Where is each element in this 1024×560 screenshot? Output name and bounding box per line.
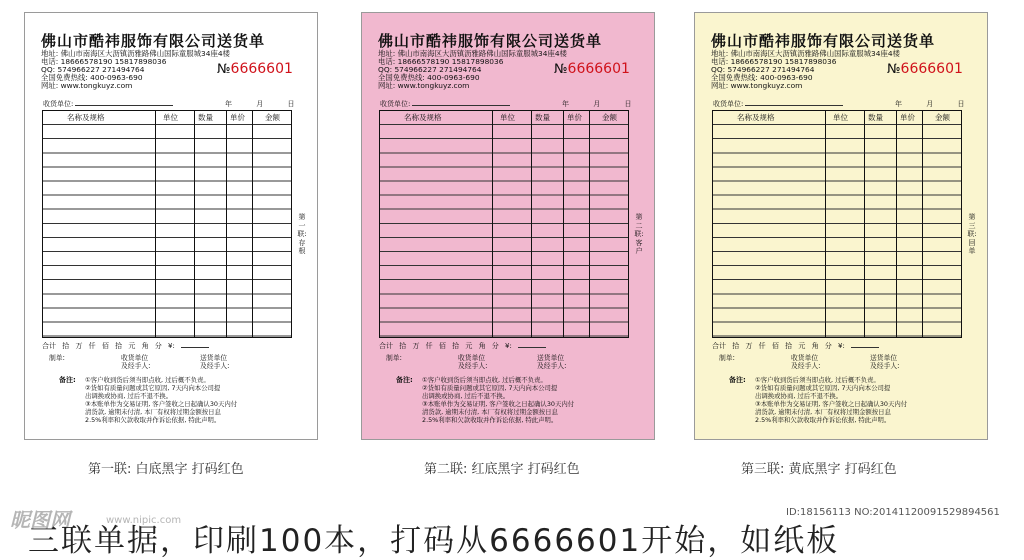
receiver-handler: 及经手人: <box>791 362 821 370</box>
remark-line: ②货如有质量问题或其它原因, 7天内向本公司提 <box>85 384 221 392</box>
remark-line: 2.5%利率和欠款收取并作诉讼依据, 特此声明。 <box>422 416 558 424</box>
remark-line: ③本账单作为交易证明, 客户签收之日起确认30天内付 <box>85 400 238 408</box>
remark-line: ①客户收到货后须当即点收, 过后概不负责。 <box>755 376 880 384</box>
table-header <box>43 111 291 125</box>
info-line: 全国免费热线: 400-0963-690 <box>378 72 480 82</box>
items-table <box>379 110 629 338</box>
company-title: 佛山市酷祎服饰有限公司送货单 <box>41 32 266 50</box>
remark-line: ①客户收到货后须当即点收, 过后概不负责。 <box>422 376 547 384</box>
number-symbol: № <box>554 62 568 77</box>
table-column-divider <box>864 111 865 337</box>
number-value: 6666601 <box>230 61 293 77</box>
remarks-label: 备注: <box>729 376 746 384</box>
remark-line: ②货如有质量问题或其它原因, 7天内向本公司提 <box>755 384 891 392</box>
remark-line: 清货款, 逾期未付清, 本厂有权将过期金额按日息 <box>85 408 221 416</box>
receiver-unit-label: 收货单位 <box>121 354 149 362</box>
receiver-field <box>380 99 510 109</box>
serial-number <box>217 61 293 77</box>
maker-label: 制单: <box>719 354 735 362</box>
bottom-caption: 三联单据，印刷100本，打码从6666601开始，如纸板 <box>28 523 840 559</box>
items-table <box>712 110 962 338</box>
info-line: 电话: 18666578190 15817898036 <box>711 56 837 66</box>
info-line: 地址: 佛山市南海区大沥镇沥雅路佛山国际童服城34座4楼 <box>711 49 900 58</box>
maker-label: 制单: <box>386 354 402 362</box>
totals-label: 合计 拾 万 仟 佰 拾 元 角 分 ¥: <box>379 342 512 350</box>
receiver-unit <box>791 354 820 370</box>
company-title: 佛山市酷祎服饰有限公司送货单 <box>378 32 603 50</box>
shipper-handler: 及经手人: <box>870 362 900 370</box>
receiver-handler: 及经手人: <box>458 362 488 370</box>
date-field: 年 月 日 <box>895 100 965 108</box>
totals-label: 合计 拾 万 仟 佰 拾 元 角 分 ¥: <box>712 342 845 350</box>
table-header-cell: 名称及规格 <box>404 113 442 122</box>
remark-line: 出调换或协商, 过后不退不换。 <box>755 392 843 400</box>
table-header-cell: 名称及规格 <box>737 113 775 122</box>
info-line: 电话: 18666578190 15817898036 <box>41 56 167 66</box>
number-symbol: № <box>217 62 231 77</box>
receiver-unit <box>458 354 487 370</box>
company-title: 佛山市酷祎服饰有限公司送货单 <box>711 32 936 50</box>
info-line: 网址: www.tongkuyz.com <box>711 80 803 90</box>
info-line: QQ: 574966227 271494764 <box>711 64 815 74</box>
table-column-divider <box>896 111 897 337</box>
receiver-unit <box>121 354 150 370</box>
contact-info <box>711 50 900 89</box>
watermark-url: www.nipic.com <box>106 515 182 526</box>
table-header-cell: 单位 <box>500 113 515 122</box>
copy-label: 第一联: 存根 <box>297 213 307 255</box>
remark-line: 清货款, 逾期未付清, 本厂有权将过期金额按日息 <box>422 408 558 416</box>
remark-line: 出调换或协商, 过后不退不换。 <box>422 392 510 400</box>
copy-label: 第三联: 回单 <box>967 213 977 255</box>
number-value: 6666601 <box>900 61 963 77</box>
table-header <box>713 111 961 125</box>
image-id: ID:18156113 NO:20141120091529894561 <box>786 507 1000 518</box>
table-header-cell: 数量 <box>198 113 213 122</box>
receiver-field <box>713 99 843 109</box>
shipper-unit-label: 送货单位 <box>537 354 565 362</box>
receiver-label: 收货单位: <box>380 100 411 108</box>
remark-line: ①客户收到货后须当即点收, 过后概不负责。 <box>85 376 210 384</box>
info-line: 全国免费热线: 400-0963-690 <box>41 72 143 82</box>
remark-line: ②货如有质量问题或其它原因, 7天内向本公司提 <box>422 384 558 392</box>
shipper-unit <box>537 354 566 370</box>
table-header-cell: 单价 <box>567 113 582 122</box>
remark-line: ③本账单作为交易证明, 客户签收之日起确认30天内付 <box>422 400 575 408</box>
table-header-cell: 单位 <box>833 113 848 122</box>
receiver-label: 收货单位: <box>713 100 744 108</box>
table-header-cell: 金额 <box>935 113 950 122</box>
total-amount <box>42 341 209 351</box>
copy-label: 第二联: 客户 <box>634 213 644 255</box>
remark-line: 2.5%利率和欠款收取并作诉讼依据, 特此声明。 <box>85 416 221 424</box>
remark-line: 清货款, 逾期未付清, 本厂有权将过期金额按日息 <box>755 408 891 416</box>
shipper-unit-label: 送货单位 <box>870 354 898 362</box>
info-line: 地址: 佛山市南海区大沥镇沥雅路佛山国际童服城34座4楼 <box>41 49 230 58</box>
receiver-unit-label: 收货单位 <box>791 354 819 362</box>
table-column-divider <box>492 111 493 337</box>
table-header <box>380 111 628 125</box>
table-column-divider <box>226 111 227 337</box>
table-header-cell: 数量 <box>868 113 883 122</box>
copy-caption: 第二联: 红底黑字 打码红色 <box>424 462 580 477</box>
table-column-divider <box>589 111 590 337</box>
remark-line: 2.5%利率和欠款收取并作诉讼依据, 特此声明。 <box>755 416 891 424</box>
table-header-cell: 单价 <box>230 113 245 122</box>
receiver-label: 收货单位: <box>43 100 74 108</box>
shipper-unit <box>870 354 899 370</box>
info-line: 全国免费热线: 400-0963-690 <box>711 72 813 82</box>
table-column-divider <box>563 111 564 337</box>
info-line: QQ: 574966227 271494764 <box>41 64 145 74</box>
info-line: 网址: www.tongkuyz.com <box>378 80 470 90</box>
serial-number <box>554 61 630 77</box>
copy-caption: 第一联: 白底黑字 打码红色 <box>88 462 244 477</box>
info-line: QQ: 574966227 271494764 <box>378 64 482 74</box>
table-column-divider <box>155 111 156 337</box>
table-header-cell: 单价 <box>900 113 915 122</box>
number-value: 6666601 <box>567 61 630 77</box>
shipper-handler: 及经手人: <box>537 362 567 370</box>
remark-line: 出调换或协商, 过后不退不换。 <box>85 392 173 400</box>
delivery-note-copy-2 <box>361 12 655 440</box>
remarks-label: 备注: <box>59 376 76 384</box>
number-symbol: № <box>887 62 901 77</box>
table-header-cell: 名称及规格 <box>67 113 105 122</box>
table-column-divider <box>825 111 826 337</box>
table-column-divider <box>194 111 195 337</box>
receiver-handler: 及经手人: <box>121 362 151 370</box>
date-field: 年 月 日 <box>225 100 295 108</box>
shipper-handler: 及经手人: <box>200 362 230 370</box>
table-header-cell: 单位 <box>163 113 178 122</box>
items-table <box>42 110 292 338</box>
watermark-logo: 昵图网 <box>10 508 70 532</box>
table-column-divider <box>531 111 532 337</box>
receiver-field <box>43 99 173 109</box>
total-amount <box>379 341 546 351</box>
table-column-divider <box>922 111 923 337</box>
maker-label: 制单: <box>49 354 65 362</box>
info-line: 电话: 18666578190 15817898036 <box>378 56 504 66</box>
total-amount <box>712 341 879 351</box>
contact-info <box>41 50 230 89</box>
copy-caption: 第三联: 黄底黑字 打码红色 <box>741 462 897 477</box>
info-line: 地址: 佛山市南海区大沥镇沥雅路佛山国际童服城34座4楼 <box>378 49 567 58</box>
remark-line: ③本账单作为交易证明, 客户签收之日起确认30天内付 <box>755 400 908 408</box>
shipper-unit-label: 送货单位 <box>200 354 228 362</box>
table-header-cell: 数量 <box>535 113 550 122</box>
serial-number <box>887 61 963 77</box>
shipper-unit <box>200 354 229 370</box>
remarks-label: 备注: <box>396 376 413 384</box>
info-line: 网址: www.tongkuyz.com <box>41 80 133 90</box>
date-field: 年 月 日 <box>562 100 632 108</box>
delivery-note-copy-1 <box>24 12 318 440</box>
totals-label: 合计 拾 万 仟 佰 拾 元 角 分 ¥: <box>42 342 175 350</box>
contact-info <box>378 50 567 89</box>
table-column-divider <box>252 111 253 337</box>
table-header-cell: 金额 <box>602 113 617 122</box>
delivery-note-copy-3 <box>694 12 988 440</box>
table-header-cell: 金额 <box>265 113 280 122</box>
receiver-unit-label: 收货单位 <box>458 354 486 362</box>
